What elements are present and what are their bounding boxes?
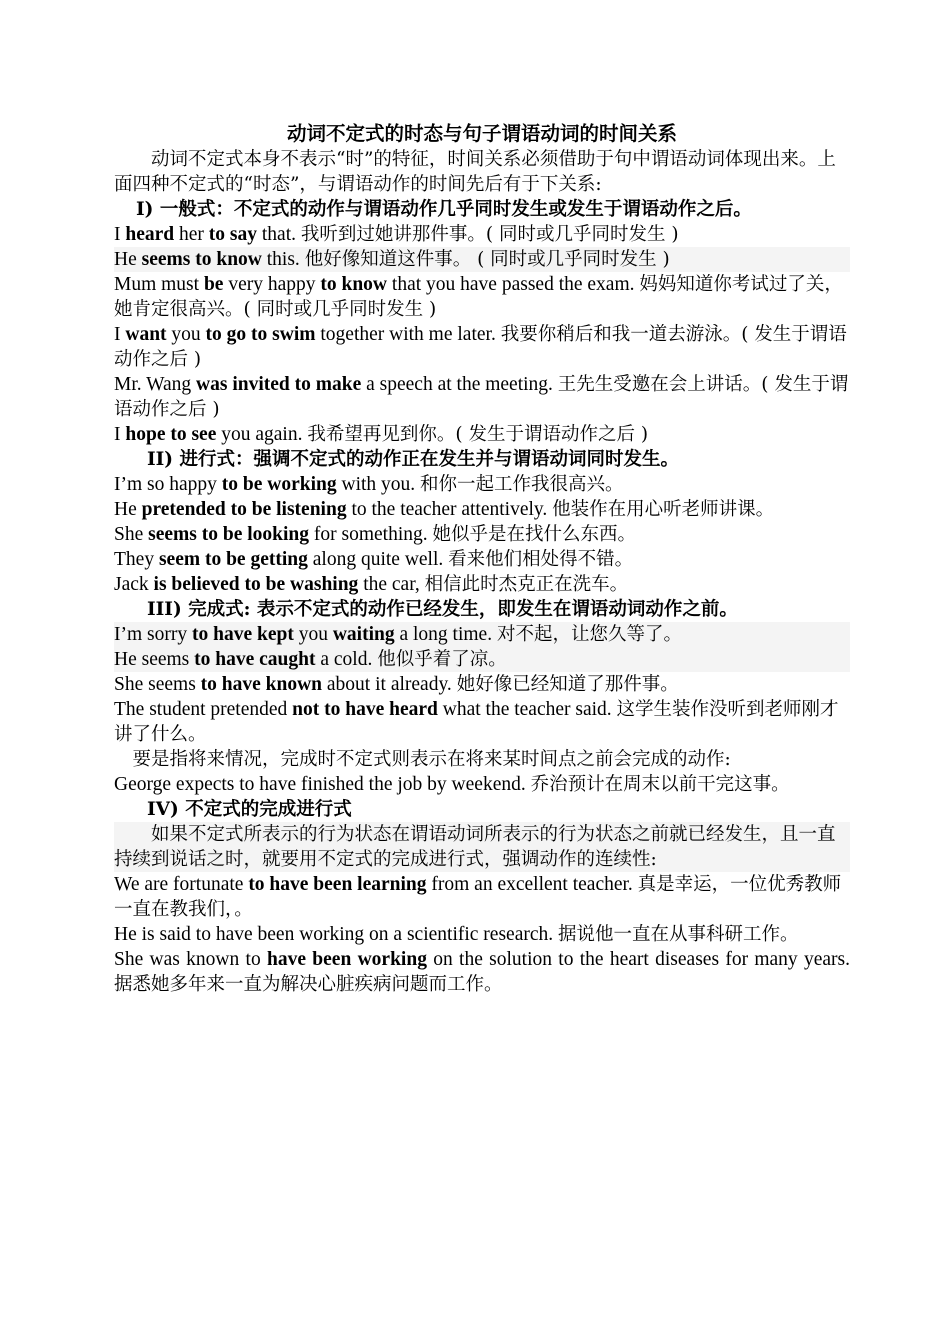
section-3-heading: III) 完成式: 表示不定式的动作已经发生，即发生在谓语动词动作之前。 bbox=[147, 599, 738, 620]
example-sentence: She was known to have been working on the solution to the heart diseases for many years. 据悉她多年来一直为解决心脏疾病问题而工作。 bbox=[114, 949, 850, 995]
page-title: 动词不定式的时态与句子谓语动词的时间关系 bbox=[286, 124, 677, 145]
document-body bbox=[114, 122, 850, 997]
section-3-note: 要是指将来情况，完成时不定式则表示在将来某时间点之前会完成的动作: bbox=[132, 749, 731, 770]
example-sentence: We are fortunate to have been learning from an excellent teacher. 真是幸运，一位优秀教师一直在教我们，。 bbox=[114, 874, 842, 920]
section-4-note: 如果不定式所表示的行为状态在谓语动词所表示的行为状态之前就已经发生，且一直持续到说话之时，就要用不定式的完成进行式，强调动作的连续性: bbox=[114, 822, 850, 872]
example-sentence: Mum must be very happy to know that you have passed the exam. 妈妈知道你考试过了关，她肯定很高兴。( 同时或几乎同时发生 ) bbox=[114, 274, 843, 320]
example-sentence: She seems to be looking for something. 她似乎是在找什么东西。 bbox=[114, 524, 636, 545]
example-sentence: She seems to have known about it already. 她好像已经知道了那件事。 bbox=[114, 674, 679, 695]
section-2-heading: II) 进行式：强调不定式的动作正在发生并与谓语动词同时发生。 bbox=[147, 449, 680, 470]
example-sentence: I want you to go to swim together with me later. 我要你稍后和我一道去游泳。( 发生于谓语动作之后 ) bbox=[114, 324, 847, 370]
example-sentence: I’m so happy to be working with you. 和你一起工作我很高兴。 bbox=[114, 474, 624, 495]
example-sentence: I heard her to say that. 我听到过她讲那件事。( 同时或几乎同时发生 ) bbox=[114, 224, 679, 245]
section-4-heading: IV) 不定式的完成进行式 bbox=[147, 799, 352, 820]
example-sentence: He pretended to be listening to the teacher attentively. 他装作在用心听老师讲课。 bbox=[114, 499, 775, 520]
example-sentence: He is said to have been working on a scientific research. 据说他一直在从事科研工作。 bbox=[114, 924, 799, 945]
example-sentence: George expects to have finished the job by weekend. 乔治预计在周末以前干完这事。 bbox=[114, 774, 790, 795]
example-sentence: He seems to have caught a cold. 他似乎着了凉。 bbox=[114, 647, 850, 672]
example-sentence: Mr. Wang was invited to make a speech at the meeting. 王先生受邀在会上讲话。( 发生于谓语动作之后 ) bbox=[114, 374, 849, 420]
example-sentence: They seem to be getting along quite well. 看来他们相处得不错。 bbox=[114, 549, 634, 570]
example-sentence: The student pretended not to have heard what the teacher said. 这学生装作没听到老师刚才讲了什么。 bbox=[114, 699, 839, 745]
example-sentence: I hope to see you again. 我希望再见到你。( 发生于谓语动作之后 ) bbox=[114, 424, 649, 445]
example-sentence: He seems to know this. 他好像知道这件事。 ( 同时或几乎同时发生 ) bbox=[114, 247, 850, 272]
intro-paragraph: 动词不定式本身不表示“时”的特征，时间关系必须借助于句中谓语动词体现出来。上面四种不定式的“时态”，与谓语动作的时间先后有于下关系: bbox=[114, 149, 836, 195]
example-sentence: I’m sorry to have kept you waiting a long time. 对不起，让您久等了。 bbox=[114, 622, 850, 647]
example-sentence: Jack is believed to be washing the car, 相信此时杰克正在洗车。 bbox=[114, 574, 629, 595]
section-1-heading: I) 一般式：不定式的动作与谓语动作几乎同时发生或发生于谓语动作之后。 bbox=[136, 199, 752, 220]
